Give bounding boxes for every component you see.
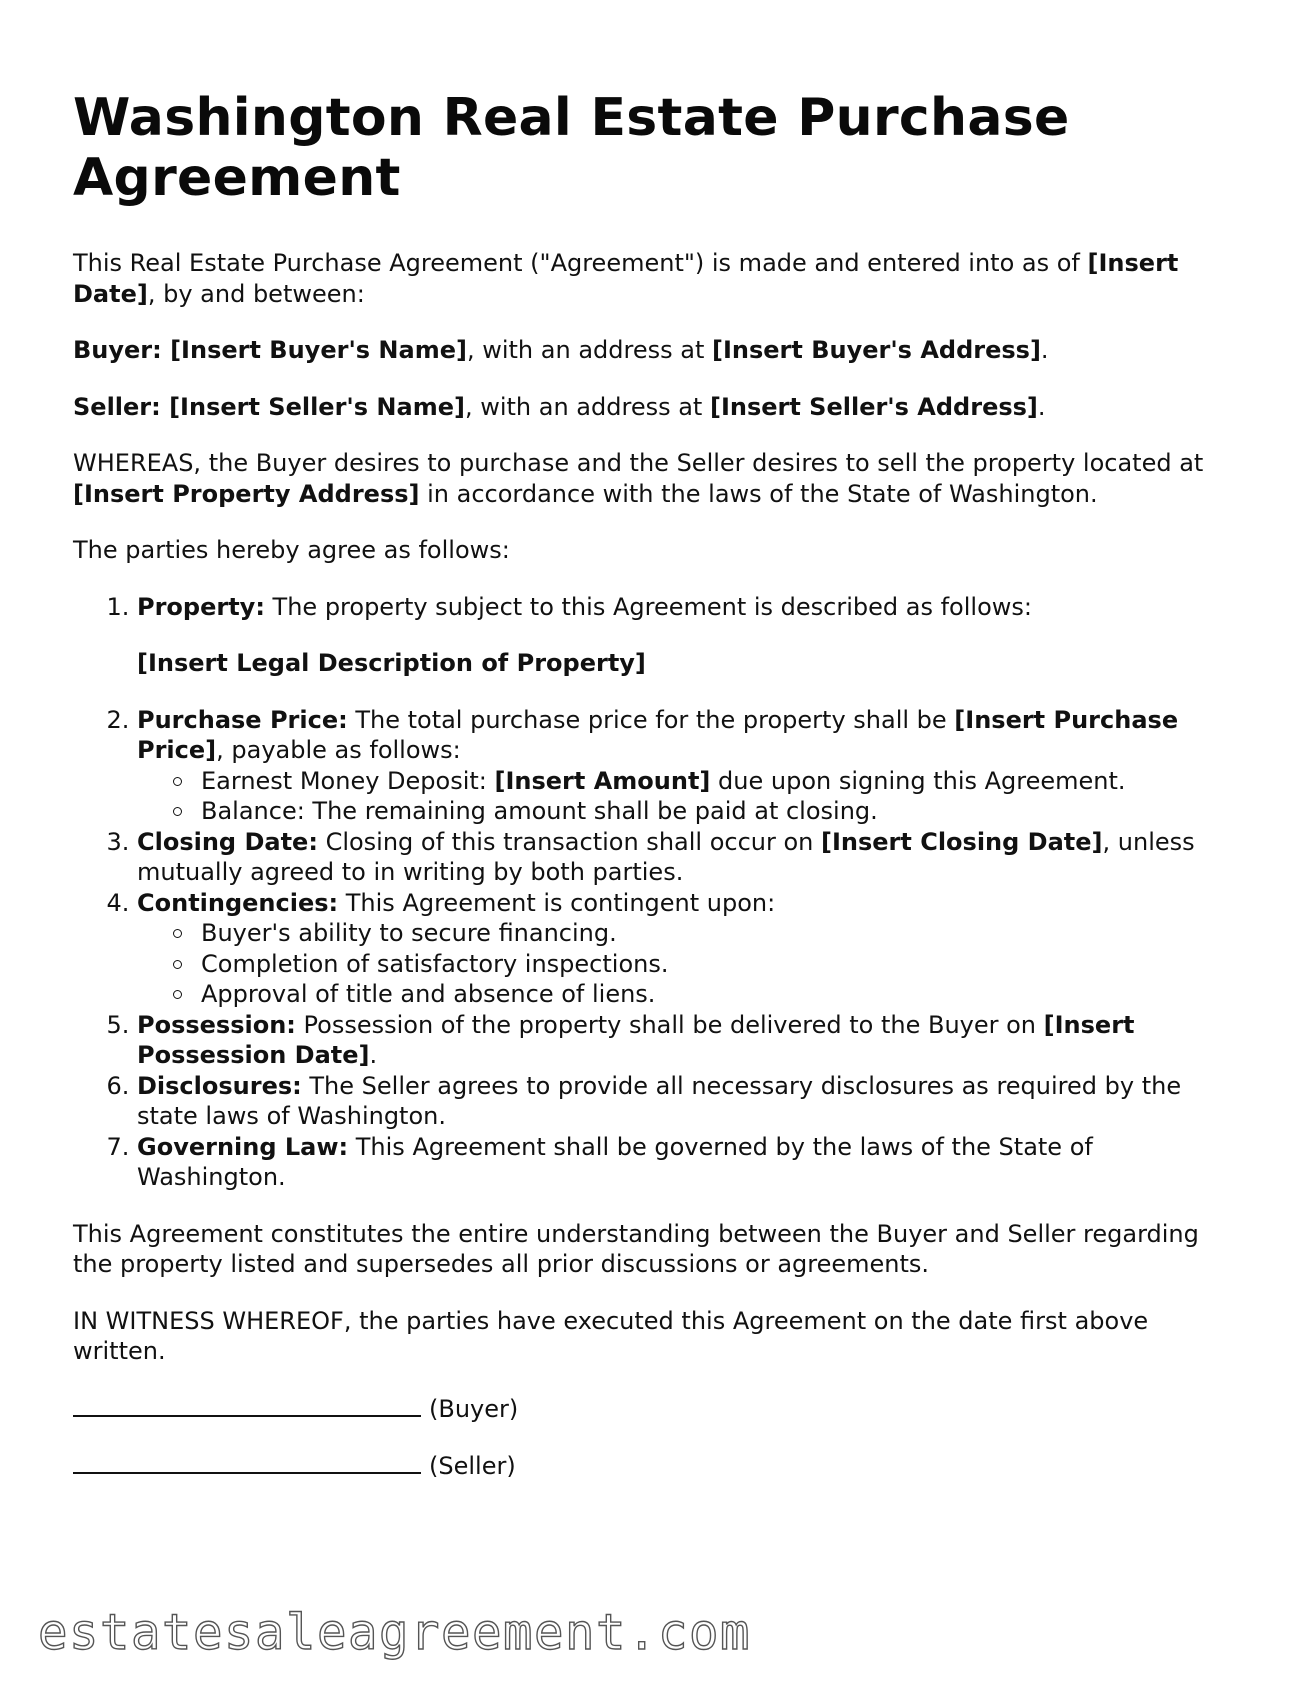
term-label: Closing Date: (137, 827, 318, 856)
term-label: Property: (137, 592, 265, 621)
circle-bullet-icon (173, 960, 182, 969)
payment-sublist (137, 766, 1243, 827)
intro-paragraph (73, 248, 1243, 309)
legal-description-placeholder: [Insert Legal Description of Property] (137, 649, 646, 677)
whereas-text: WHEREAS, the Buyer desires to purchase and the Seller desires to sell the property located at (73, 449, 1204, 477)
signature-blank (73, 1450, 421, 1474)
seller-name-label: Seller: [Insert Seller's Name] (73, 392, 465, 421)
buyer-signature-label: (Buyer) (429, 1394, 519, 1423)
term-label: Disclosures: (137, 1071, 302, 1100)
term-text: The total purchase price for the property shall be (347, 705, 955, 734)
sub-item-balance: Balance: The remaining amount shall be paid at closing. (201, 796, 1243, 827)
buyer-paragraph (73, 335, 1243, 366)
term-disclosures (137, 1071, 1243, 1132)
term-governing-law (137, 1132, 1243, 1193)
term-possession (137, 1010, 1243, 1071)
entire-agreement-paragraph: This Agreement constitutes the entire understanding between the Buyer and Seller regarding the property listed and supersedes all prior discussions or agreements. (73, 1219, 1199, 1278)
witness-paragraph: IN WITNESS WHEREOF, the parties have executed this Agreement on the date first above written. (73, 1306, 1149, 1365)
seller-end: . (1037, 392, 1046, 421)
term-text: The Seller agrees to provide all necessary disclosures as required by the state laws of Washington. (137, 1071, 1182, 1130)
circle-bullet-icon (173, 777, 182, 786)
term-contingencies (137, 888, 1243, 1010)
seller-paragraph (73, 392, 1243, 423)
sub-item-title: Approval of title and absence of liens. (201, 979, 1243, 1010)
buyer-address-placeholder: [Insert Buyer's Address] (711, 336, 1041, 364)
term-purchase-price (137, 705, 1243, 827)
term-text-end: . (369, 1041, 378, 1069)
seller-signature-line (73, 1450, 1243, 1482)
circle-bullet-icon (173, 929, 182, 938)
purchase-price-placeholder: [Insert Purchase Price] (137, 705, 1179, 764)
intro-text: This Real Estate Purchase Agreement ("Agreement") is made and entered into as of (73, 249, 1088, 277)
term-text: Closing of this transaction shall occur on (317, 827, 821, 856)
watermark: estatesaleagreement.com (38, 1604, 752, 1661)
circle-bullet-icon (173, 990, 182, 999)
sub-item-earnest: Earnest Money Deposit: [Insert Amount] due upon signing this Agreement. (201, 766, 1243, 797)
possession-date-placeholder: [Insert Possession Date] (137, 1010, 1135, 1069)
term-property (137, 592, 1243, 679)
sub-item-inspections: Completion of satisfactory inspections. (201, 949, 1243, 980)
term-label: Purchase Price: (137, 705, 348, 734)
seller-address-placeholder: [Insert Seller's Address] (709, 392, 1038, 421)
seller-address-text: , with an address at (464, 392, 710, 421)
document-title: Washington Real Estate Purchase Agreement (73, 88, 1070, 208)
contingencies-sublist (137, 918, 1243, 1010)
buyer-name-label: Buyer: [Insert Buyer's Name] (73, 336, 467, 364)
term-label: Contingencies: (137, 888, 339, 917)
term-text-end: , payable as follows: (216, 736, 461, 764)
intro-text-end: , by and between: (147, 279, 365, 308)
earnest-amount-placeholder: [Insert Amount] (494, 766, 711, 795)
buyer-address-text: , with an address at (466, 336, 712, 364)
term-text: This Agreement is contingent upon: (338, 888, 776, 917)
terms-list (73, 592, 1243, 1193)
date-placeholder: [Insert Date] (73, 249, 1179, 308)
circle-bullet-icon (173, 807, 182, 816)
whereas-text-end: in accordance with the laws of the State of Washington. (419, 479, 1098, 508)
agree-intro: The parties hereby agree as follows: (73, 536, 510, 564)
sub-item-financing: Buyer's ability to secure financing. (201, 918, 1243, 949)
term-text-end: , unless mutually agreed to in writing by both parties. (137, 827, 1195, 886)
buyer-signature-line (73, 1393, 1243, 1425)
term-label: Governing Law: (137, 1132, 349, 1161)
buyer-end: . (1040, 336, 1049, 364)
term-closing-date (137, 827, 1243, 888)
term-label: Possession: (137, 1010, 296, 1039)
whereas-paragraph (73, 448, 1243, 509)
signature-blank (73, 1393, 421, 1417)
closing-date-placeholder: [Insert Closing Date] (821, 827, 1103, 856)
term-text: This Agreement shall be governed by the laws of the State of Washington. (137, 1132, 1093, 1191)
property-address-placeholder: [Insert Property Address] (73, 479, 420, 508)
term-text: The property subject to this Agreement is described as follows: (264, 592, 1032, 621)
seller-signature-label: (Seller) (429, 1452, 516, 1480)
term-text: Possession of the property shall be delivered to the Buyer on (295, 1010, 1044, 1039)
document-page (73, 88, 1243, 1508)
